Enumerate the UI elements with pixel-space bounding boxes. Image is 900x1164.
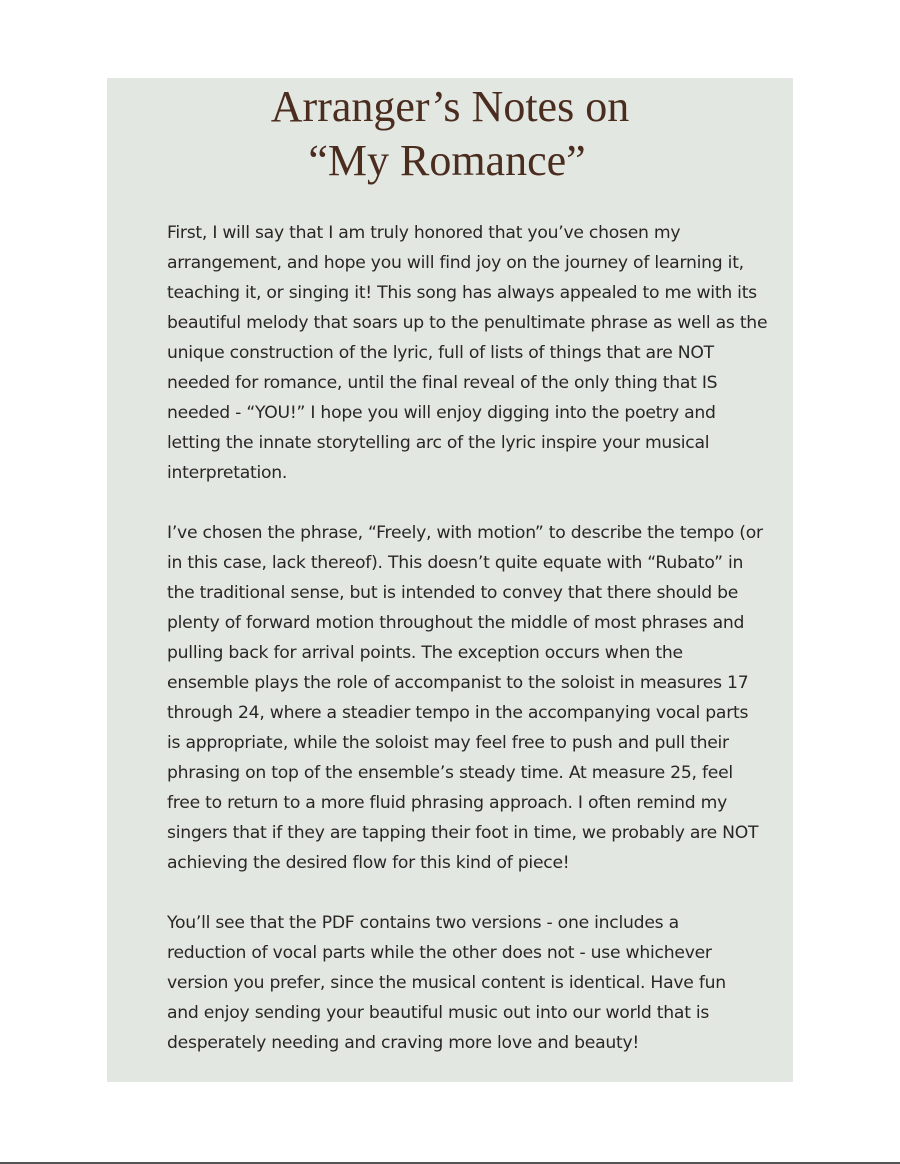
text-line: letting the innate storytelling arc of the lyric inspire your musical (167, 433, 710, 453)
paragraph-2 (167, 518, 797, 878)
text-line: First, I will say that I am truly honored that you’ve chosen my (167, 223, 681, 243)
text-line: interpretation. (167, 463, 288, 483)
paragraph-3 (167, 908, 797, 1058)
text-line: ensemble plays the role of accompanist to the soloist in measures 17 (167, 673, 749, 693)
paragraph-1 (167, 218, 797, 488)
notes-body (167, 218, 797, 1088)
text-line: You’ll see that the PDF contains two versions - one includes a (167, 913, 679, 933)
text-line: is appropriate, while the soloist may feel free to push and pull their (167, 733, 729, 753)
text-line: unique construction of the lyric, full of lists of things that are NOT (167, 343, 714, 363)
text-line: beautiful melody that soars up to the penultimate phrase as well as the (167, 313, 768, 333)
text-line: teaching it, or singing it! This song has always appealed to me with its (167, 283, 757, 303)
text-line: phrasing on top of the ensemble’s steady time. At measure 25, feel (167, 763, 733, 783)
text-line: and enjoy sending your beautiful music out into our world that is (167, 1003, 710, 1023)
text-line: I’ve chosen the phrase, “Freely, with motion” to describe the tempo (or (167, 523, 763, 543)
text-line: needed - “YOU!” I hope you will enjoy digging into the poetry and (167, 403, 716, 423)
text-line: pulling back for arrival points. The exception occurs when the (167, 643, 683, 663)
text-line: in this case, lack thereof). This doesn’t quite equate with “Rubato” in (167, 553, 744, 573)
text-line: reduction of vocal parts while the other does not - use whichever (167, 943, 712, 963)
text-line: version you prefer, since the musical content is identical. Have fun (167, 973, 726, 993)
text-line: arrangement, and hope you will find joy on the journey of learning it, (167, 253, 744, 273)
text-line: the traditional sense, but is intended to convey that there should be (167, 583, 739, 603)
title-line-1: Arranger’s Notes on (270, 82, 630, 131)
text-line: singers that if they are tapping their foot in time, we probably are NOT (167, 823, 759, 843)
text-line: plenty of forward motion throughout the middle of most phrases and (167, 613, 745, 633)
page-title (0, 80, 900, 188)
text-line: achieving the desired flow for this kind of piece! (167, 853, 570, 873)
title-line-2: “My Romance” (308, 136, 586, 185)
text-line: desperately needing and craving more love and beauty! (167, 1033, 640, 1053)
text-line: needed for romance, until the final reveal of the only thing that IS (167, 373, 718, 393)
text-line: through 24, where a steadier tempo in the accompanying vocal parts (167, 703, 749, 723)
text-line: free to return to a more fluid phrasing approach. I often remind my (167, 793, 728, 813)
